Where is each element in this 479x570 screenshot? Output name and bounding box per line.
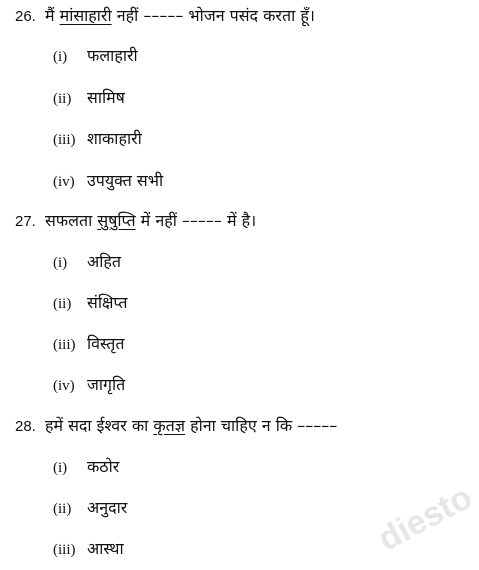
option-text: सामिष — [87, 88, 125, 107]
option-text: अनुदार — [87, 498, 128, 517]
option-28-ii — [53, 498, 127, 519]
option-26-iv — [53, 171, 163, 192]
option-26-i — [53, 46, 138, 67]
option-27-iv — [53, 375, 125, 396]
option-marker: (i) — [53, 255, 68, 271]
option-text: आस्था — [87, 539, 124, 558]
question-text-after: में नहीं ––––– में है। — [140, 211, 257, 230]
option-28-iii — [53, 539, 124, 560]
option-marker: (ii) — [53, 91, 72, 107]
option-marker: (iv) — [53, 174, 75, 190]
question-text-before: सफलता — [44, 211, 93, 230]
question-underlined-word: मांसाहारी — [59, 6, 112, 25]
option-28-i — [53, 457, 119, 478]
question-text-after: होना चाहिए न कि ––––– — [190, 416, 338, 435]
option-marker: (iv) — [53, 378, 75, 394]
option-27-i — [53, 252, 121, 273]
option-text: शाकाहारी — [87, 129, 142, 148]
option-marker: (iii) — [53, 337, 76, 353]
option-27-iii — [53, 334, 125, 355]
option-27-ii — [53, 293, 127, 314]
option-text: अहित — [87, 252, 121, 271]
question-number: 26. — [15, 8, 36, 25]
question-28 — [15, 416, 337, 437]
option-marker: (i) — [53, 49, 68, 65]
question-27 — [15, 211, 256, 232]
question-number: 27. — [15, 213, 36, 230]
watermark: diesto — [372, 477, 479, 559]
option-text: कठोर — [87, 457, 120, 476]
question-underlined-word: सुषुप्ति — [97, 211, 136, 230]
question-text-after: नहीं ––––– भोजन पसंद करता हूँ। — [116, 6, 315, 25]
question-26 — [15, 6, 315, 27]
question-underlined-word: कृतज्ञ — [153, 416, 186, 435]
option-text: जागृति — [87, 375, 126, 394]
option-marker: (iii) — [53, 542, 76, 558]
option-text: विस्तृत — [87, 334, 125, 353]
option-text: फलाहारी — [87, 46, 138, 65]
question-number: 28. — [15, 418, 36, 435]
option-marker: (ii) — [53, 501, 72, 517]
option-marker: (ii) — [53, 296, 72, 312]
question-text-before: हमें सदा ईश्वर का — [44, 416, 149, 435]
option-26-ii — [53, 88, 125, 109]
option-marker: (i) — [53, 460, 68, 476]
option-26-iii — [53, 129, 142, 150]
option-text: संक्षिप्त — [87, 293, 128, 312]
option-marker: (iii) — [53, 132, 76, 148]
option-text: उपयुक्त सभी — [87, 171, 164, 190]
question-text-before: मैं — [44, 6, 55, 25]
